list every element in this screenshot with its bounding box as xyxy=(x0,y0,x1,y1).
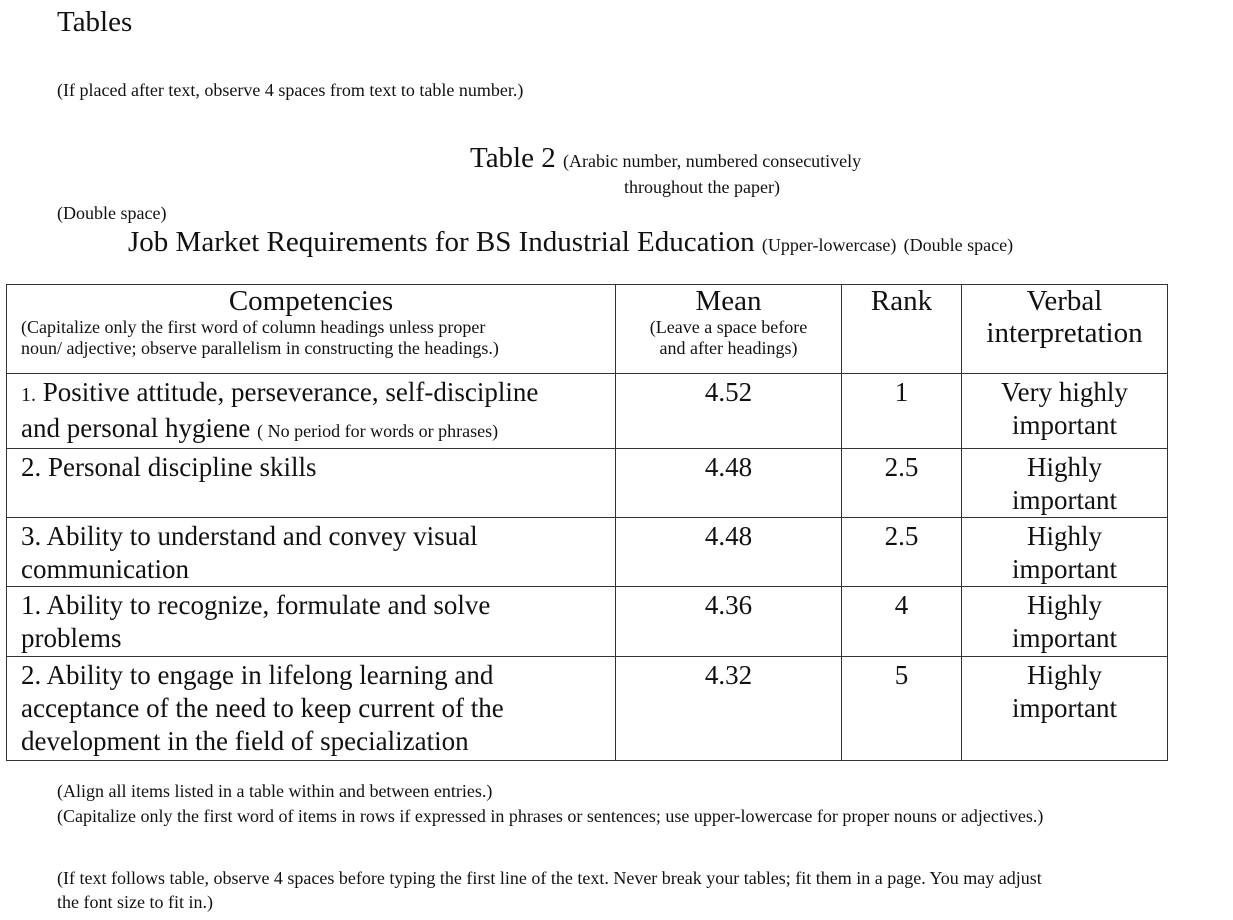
table-row xyxy=(7,374,1168,449)
table-number-note: (Arabic number, numbered consecutively xyxy=(563,151,862,171)
row-2-competency xyxy=(7,449,616,518)
header-mean-label: Mean xyxy=(695,285,762,317)
header-rank xyxy=(842,285,962,374)
note-follow-line2: the font size to fit in.) xyxy=(57,892,213,912)
row-4-line2: problems xyxy=(21,623,122,653)
row-2-mean: 4.48 xyxy=(616,449,842,518)
header-mean-note-1: (Leave a space before xyxy=(649,317,808,337)
header-competencies-label: Competencies xyxy=(228,285,394,317)
note-follow-line1: (If text follows table, observe 4 spaces before typing the first line of the text. Never break your tables; fit them in a page. You may adjust xyxy=(57,868,1042,888)
row-3-line1: 3. Ability to understand and convey visual xyxy=(21,521,478,551)
row-4-competency xyxy=(7,587,616,657)
note-align: (Align all items listed in a table within and between entries.) xyxy=(57,781,493,801)
row-5-competency xyxy=(7,657,616,761)
header-competencies-note-1: (Capitalize only the first word of column headings unless proper xyxy=(21,317,486,337)
row-1-inline-note: ( No period for words or phrases) xyxy=(257,421,499,441)
row-1-line1: Positive attitude, perseverance, self-discipline xyxy=(42,377,539,407)
table-title-case-note: (Upper-lowercase) xyxy=(761,235,897,255)
header-verbal xyxy=(962,285,1168,374)
row-1-verbal: Very highly important xyxy=(962,374,1168,449)
header-rank-label: Rank xyxy=(870,285,933,317)
section-title: Tables xyxy=(57,6,133,38)
row-1-rank: 1 xyxy=(842,374,962,449)
header-mean xyxy=(616,285,842,374)
row-5-line1: 2. Ability to engage in lifelong learning and xyxy=(21,660,494,690)
row-1-line2: and personal hygiene xyxy=(21,413,251,443)
row-1-number: 1. xyxy=(21,384,36,406)
table-title xyxy=(128,226,1013,259)
row-2-line1: 2. Personal discipline skills xyxy=(21,452,317,482)
row-3-rank: 2.5 xyxy=(842,518,962,587)
table-number xyxy=(470,142,861,175)
row-5-verbal: Highly important xyxy=(962,657,1168,761)
header-verbal-line2: interpretation xyxy=(986,317,1143,349)
row-3-verbal: Highly important xyxy=(962,518,1168,587)
competency-table xyxy=(6,284,1168,761)
row-5-rank: 5 xyxy=(842,657,962,761)
table-title-text: Job Market Requirements for BS Industrial Education xyxy=(128,226,755,258)
row-4-rank: 4 xyxy=(842,587,962,657)
row-1-competency xyxy=(7,374,616,449)
table-title-space-note: (Double space) xyxy=(903,235,1014,255)
table-row xyxy=(7,587,1168,657)
table-row xyxy=(7,657,1168,761)
header-competencies xyxy=(7,285,616,374)
row-5-mean: 4.32 xyxy=(616,657,842,761)
row-4-verbal: Highly important xyxy=(962,587,1168,657)
table-number-label: Table 2 xyxy=(470,142,556,174)
row-2-rank: 2.5 xyxy=(842,449,962,518)
row-5-line3: development in the field of specialization xyxy=(21,726,469,756)
table-header-row xyxy=(7,285,1168,374)
note-double-space: (Double space) xyxy=(57,203,167,223)
note-capitalize: (Capitalize only the first word of items in rows if expressed in phrases or sentences; use upper-lowercase for proper nouns or adjectives.) xyxy=(57,806,1044,826)
header-mean-note-2: and after headings) xyxy=(659,338,798,358)
header-competencies-note-2: noun/ adjective; observe parallelism in constructing the headings.) xyxy=(21,338,499,358)
table-number-note-line2: throughout the paper) xyxy=(624,177,780,197)
header-verbal-line1: Verbal xyxy=(1026,285,1103,317)
row-3-competency xyxy=(7,518,616,587)
row-1-mean: 4.52 xyxy=(616,374,842,449)
row-3-mean: 4.48 xyxy=(616,518,842,587)
row-4-line1: 1. Ability to recognize, formulate and solve xyxy=(21,590,491,620)
note-placement: (If placed after text, observe 4 spaces from text to table number.) xyxy=(57,80,524,100)
row-3-line2: communication xyxy=(21,554,189,584)
table-row xyxy=(7,518,1168,587)
row-5-line2: acceptance of the need to keep current of the xyxy=(21,693,504,723)
table-row xyxy=(7,449,1168,518)
row-4-mean: 4.36 xyxy=(616,587,842,657)
row-2-verbal: Highly important xyxy=(962,449,1168,518)
